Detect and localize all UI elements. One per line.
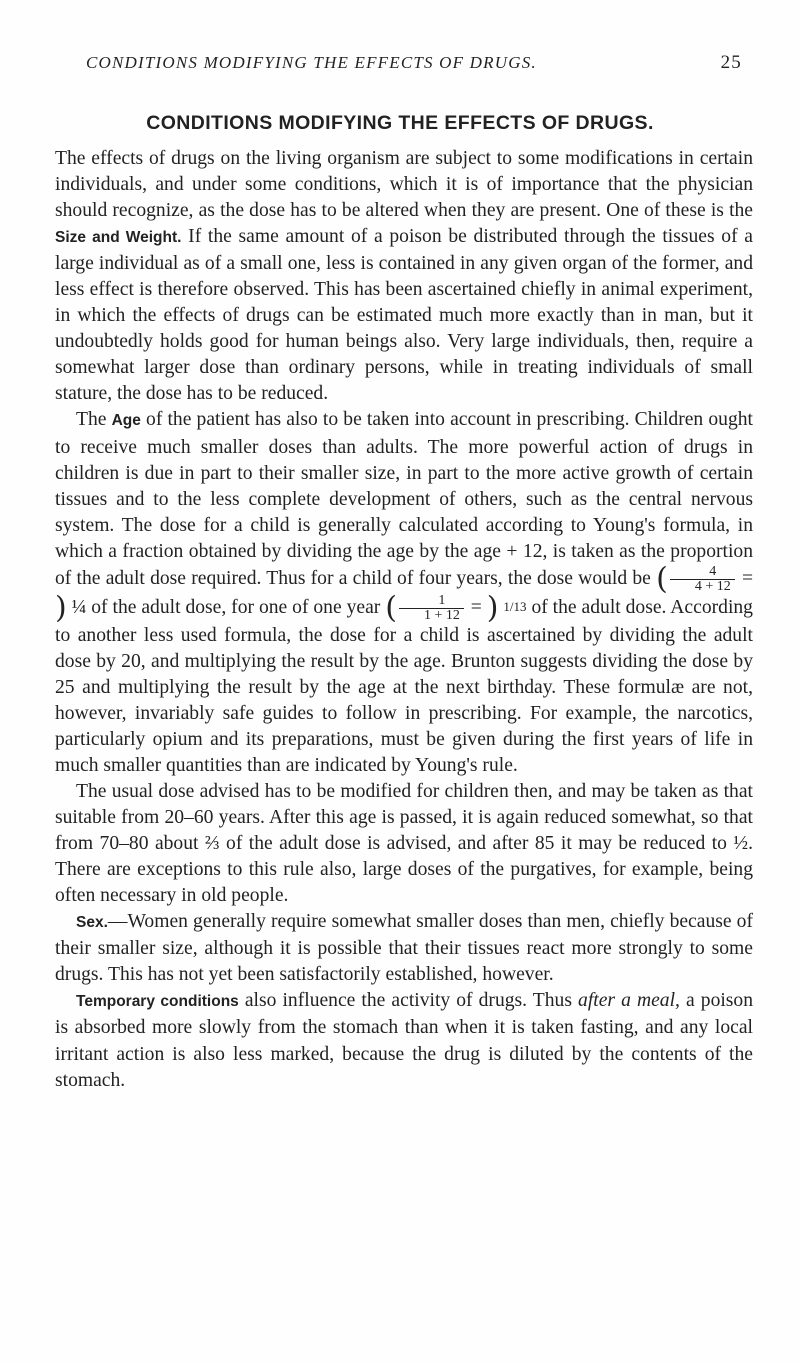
fraction-four-years: $\frac{4}{4 + 12}$ [670, 565, 735, 594]
term-sex: Sex. [76, 914, 108, 932]
paragraph-size-weight: The effects of drugs on the living organism are subject to some modifications in certain individuals, and under some conditions, which it is of importance that the physician should recognize, as the dose has to be altered when they are present. One of these is the Size and Weight. If the same amount of a poison be distributed through the tissues of a large individual as of a small one, less is contained in any given organ of the former, and less effect is therefore observed. This has been ascertained chiefly in animal experiment, in which the effects of drugs can be estimated much more exactly than in man, but it undoubtedly holds good for human beings also. Very large individuals, then, require a somewhat larger dose than ordinary persons, while in treating individuals of small stature, the dose has to be reduced. [55, 148, 753, 405]
paragraph-usual-dose: The usual dose advised has to be modified for children then, and may be taken as that suitable from 20–60 years. After this age is passed, it is again reduced somewhat, so that from 70–80 about ⅔ of the adult dose is advised, and after 85 it may be reduced to ½. There are exceptions to this rule also, large doses of the purgatives, for example, being often necessary in old people. [55, 781, 753, 907]
running-header [86, 52, 742, 74]
paragraph-temporary-conditions: Temporary conditions also influence the activity of drugs. Thus after a meal, a poison is absorbed more slowly from the stomach than when it is taken fasting, and any local irritant action is also less marked, because the drug is diluted by the contents of the stomach. [55, 990, 754, 1091]
section-title: CONDITIONS MODIFYING THE EFFECTS OF DRUGS. [146, 112, 654, 134]
term-age: Age [111, 412, 141, 430]
paragraph-age: The Age of the patient has also to be taken into account in prescribing. Children ought to receive much smaller doses than adults. The more powerful action of drugs in children is due in part to their smaller size, in part to the more active growth of certain tissues and to the less complete development of others, such as the central nervous system. The dose for a child is generally calculated according to Young's formula, in which a fraction obtained by dividing the age by the age + 12, is taken as the proportion of the adult dose required. Thus for a child of four years, the dose would be ( $\frac{4}{4 + 12}$ = ) ¼ of the adult dose, for one of one year ( $\frac{1}{1 + 12}$ = ) 1/13 of the adult dose. According to another less used formula, the dose for a child is ascertained by dividing the adult dose by 20, and multiplying the result by the age. Brunton suggests dividing the dose by 25 and multiplying the result by the age at the next birthday. These formulæ are not, however, invariably safe guides to follow in prescribing. For example, the narcotics, particularly opium and its preparations, must be given during the first years of life in much smaller quantities than are indicated by Young's rule. [55, 409, 753, 776]
term-temporary-conditions: Temporary conditions [76, 993, 239, 1011]
body-text [55, 146, 753, 1094]
running-title: CONDITIONS MODIFYING THE EFFECTS OF DRUGS. [86, 53, 537, 72]
term-size-weight: Size and Weight. [55, 229, 182, 247]
fraction-one-year: $\frac{1}{1 + 12}$ [399, 594, 464, 623]
page-number: 25 [720, 52, 742, 73]
paragraph-sex: Sex.—Women generally require somewhat smaller doses than men, chiefly because of their smaller size, although it is possible that their tissues react more strongly to some drugs. This has not yet been satisfactorily established, however. [55, 911, 753, 986]
